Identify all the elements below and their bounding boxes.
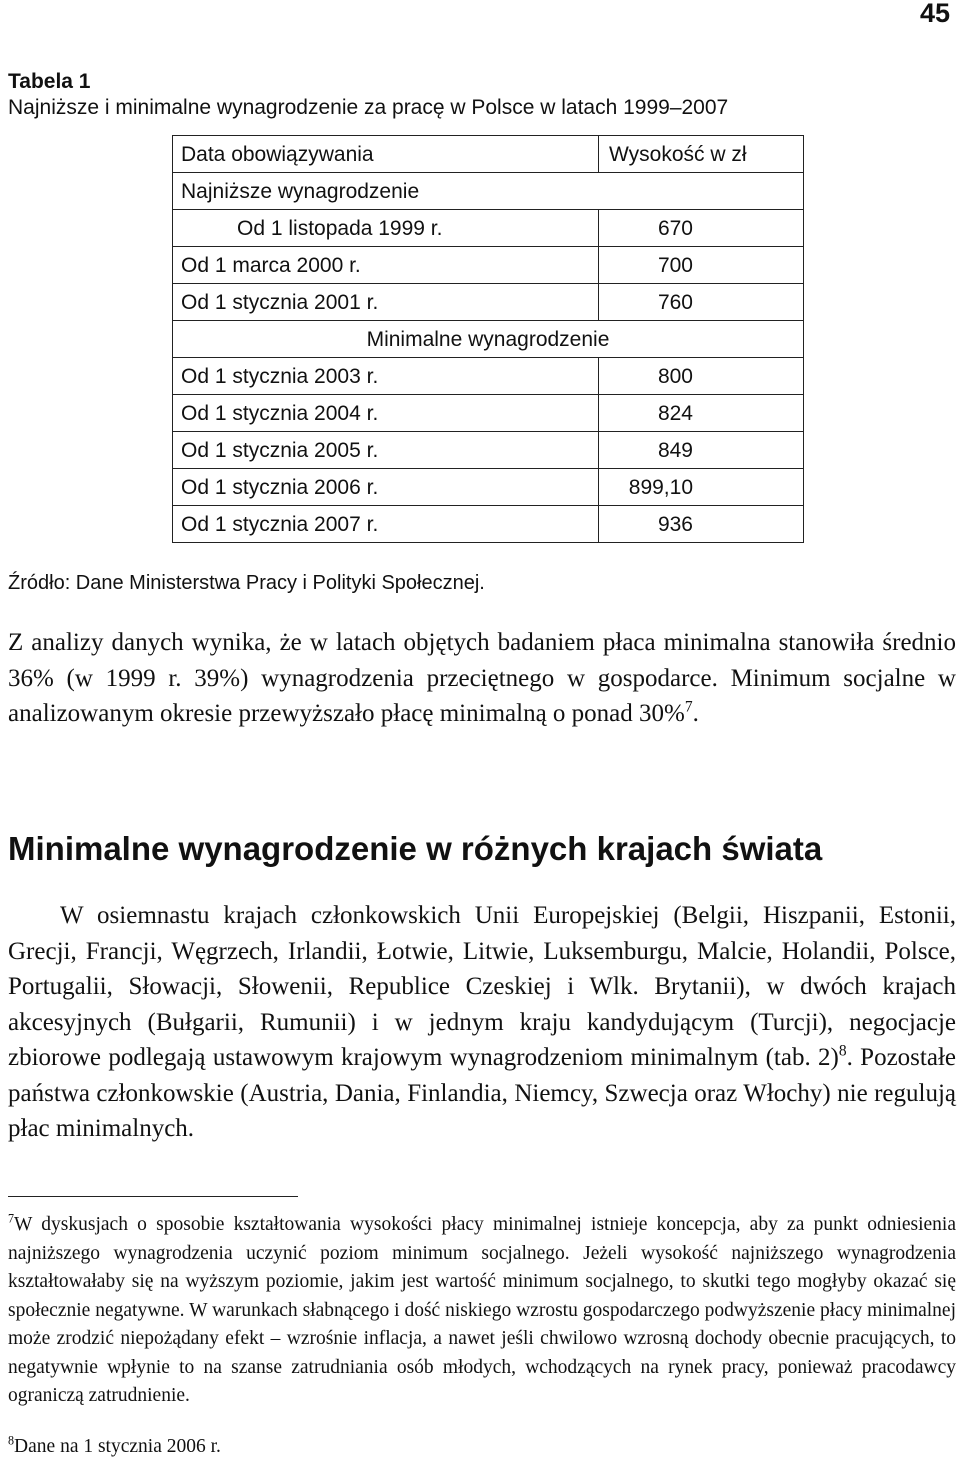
paragraph-text: W osiemnastu krajach członkowskich Unii Europejskiej (Belgii, Hiszpanii, Estonii, Grecji, Francji, Węgrzech, Irlandii, Łotwie, Litwie, Luksemburgu, Malcie, Holandii, Polsce, Portugalii, Słowacji, Słowenii, Republice Czeskiej i Wlk. Brytanii), w dwóch krajach akcesyjnych (Bułgarii, Rumunii) i w jednym kraju kandydującym (Turcji), negocjacje zbiorowe podlegają ustawowym krajowym wynagrodzeniom minimalnym (tab. 2) [8, 902, 956, 1071]
section-label: Minimalne wynagrodzenie [173, 321, 804, 358]
header-date: Data obowiązywania [173, 136, 599, 173]
footnote-number: 7 [8, 1211, 15, 1226]
footnote-number: 8 [8, 1433, 15, 1448]
table-row [173, 506, 804, 543]
row-value: 700 [599, 247, 804, 284]
footnote-8 [8, 1433, 956, 1462]
table-row [173, 395, 804, 432]
table-title: Najniższe i minimalne wynagrodzenie za pracę w Polsce w latach 1999–2007 [8, 96, 729, 119]
footnote-text: W dyskusjach o sposobie kształtowania wysokości płacy minimalnej istnieje koncepcja, aby za punkt odniesienia najniższego wynagrodzenia uczynić poziom minimum socjalnego. Jeżeli wysokość najniższego wynagrodzenia kształtowałaby się na wyższym poziomie, jakim jest wartość minimum socjalnego, to skutki tego mogłyby okazać się społecznie negatywne. W warunkach słabnącego i dość niskiego wzrostu gospodarczego podwyższenie płacy minimalnej może zrodzić niepożądany efekt – wzrośnie inflacja, a nawet jeśli chwilowo wzrosną dochody obecnie pracujących, to negatywnie wpłynie to na szanse zatrudniania osób młodych, wchodzących na rynek pracy, ponieważ pracodawcy ograniczą zatrudnienie. [8, 1214, 956, 1406]
row-date: Od 1 stycznia 2005 r. [173, 432, 599, 469]
row-date: Od 1 stycznia 2004 r. [173, 395, 599, 432]
row-date: Od 1 stycznia 2006 r. [173, 469, 599, 506]
paragraph-text: Z analizy danych wynika, że w latach objętych badaniem płaca minimalna stanowiła średnio 36% (w 1999 r. 39%) wynagrodzenia przeciętnego w gospodarce. Minimum socjalne w analizowanym okresie przewyższało płacę minimalną o ponad 30% [8, 629, 956, 727]
row-date: Od 1 stycznia 2007 r. [173, 506, 599, 543]
row-value: 899,10 [599, 469, 804, 506]
header-value: Wysokość w zł [599, 136, 804, 173]
section-label: Najniższe wynagrodzenie [173, 173, 804, 210]
row-date: Od 1 marca 2000 r. [173, 247, 599, 284]
row-value: 824 [599, 395, 804, 432]
footnote-7 [8, 1211, 956, 1411]
row-value: 849 [599, 432, 804, 469]
row-value: 936 [599, 506, 804, 543]
row-date: Od 1 stycznia 2003 r. [173, 358, 599, 395]
row-value: 800 [599, 358, 804, 395]
footnote-divider [8, 1196, 298, 1197]
paragraph-tail: . [692, 700, 699, 727]
row-value: 670 [599, 210, 804, 247]
table-row [173, 469, 804, 506]
table-header-row [173, 136, 804, 173]
footnote-ref-8: 8 [838, 1042, 847, 1060]
paragraph-text-after: . Pozostałe państwa członkowskie (Austria, Dania, Finlandia, Niemcy, Szwecja oraz Włochy) nie regulują płac minimalnych. [8, 1044, 956, 1142]
row-date: Od 1 stycznia 2001 r. [173, 284, 599, 321]
body-paragraph-1 [8, 625, 956, 732]
footnote-ref-7: 7 [684, 698, 693, 716]
table-row [173, 358, 804, 395]
row-value: 760 [599, 284, 804, 321]
footnote-text: Dane na 1 stycznia 2006 r. [14, 1436, 221, 1457]
section-row-lowest-wage [173, 173, 804, 210]
table-source: Źródło: Dane Ministerstwa Pracy i Polityki Społecznej. [8, 572, 485, 594]
table-row [173, 432, 804, 469]
section-heading: Minimalne wynagrodzenie w różnych krajach świata [8, 830, 823, 867]
page-number: 45 [919, 0, 950, 28]
section-row-minimum-wage [173, 321, 804, 358]
table-row [173, 247, 804, 284]
table-row [173, 210, 804, 247]
table-caption: Tabela 1 [8, 70, 91, 93]
wage-table [172, 135, 804, 543]
body-paragraph-2 [8, 898, 956, 1147]
row-date: Od 1 listopada 1999 r. [173, 210, 599, 247]
table-row [173, 284, 804, 321]
